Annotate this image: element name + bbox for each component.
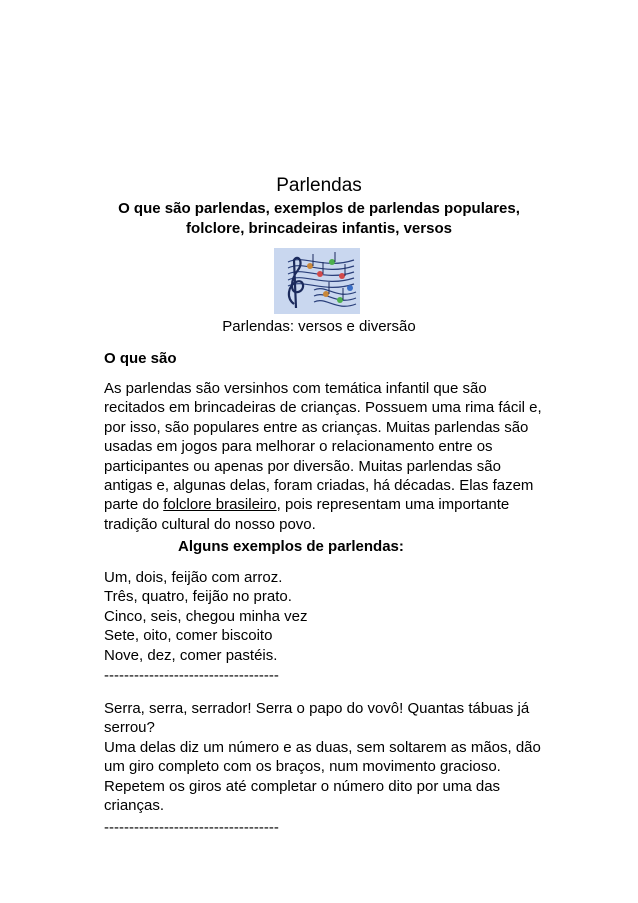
example-line: Um, dois, feijão com arroz. xyxy=(104,569,283,586)
example-2 xyxy=(104,699,544,815)
example-line: Cinco, seis, chegou minha vez xyxy=(104,607,308,625)
page-subtitle: O que são parlendas, exemplos de parlendas populares, folclore, brincadeiras infantis, versos xyxy=(118,200,520,237)
example-1 xyxy=(104,568,544,665)
example-line: Nove, dez, comer pastéis. xyxy=(104,646,278,664)
example-description: Uma delas diz um número e as duas, sem soltarem as mãos, dão um giro completo com os braços, num movimento gracioso. Repetem os giros até completar o número dito por uma das crianças. xyxy=(104,738,541,815)
intro-text-before-link: As parlendas são versinhos com temática infantil que são recitados em brincadeiras de crianças. Possuem uma rima fácil e, por isso, são populares entre as crianças. Muitas parlendas são usadas em jogos para melhorar o relacionamento entre os participantes ou apenas por diversão. Muitas parlendas são antigas e, algunas delas, foram criadas, há décadas. Elas fazem parte do xyxy=(104,380,542,514)
folclore-brasileiro-link[interactable]: folclore brasileiro xyxy=(163,496,277,514)
image-caption: Parlendas: versos e diversão xyxy=(222,318,416,335)
section-heading: O que são xyxy=(104,350,177,367)
music-notes-staff-icon xyxy=(274,248,360,314)
examples-heading: Alguns exemplos de parlendas: xyxy=(178,538,404,555)
example-line: Três, quatro, feijão no prato. xyxy=(104,588,292,606)
separator-line: ----------------------------------- xyxy=(104,667,279,684)
page-title: Parlendas xyxy=(276,175,362,196)
separator-line: ----------------------------------- xyxy=(104,819,279,836)
example-line: Sete, oito, comer biscoito xyxy=(104,627,273,645)
intro-text-after-link: , pois representam uma importante tradição cultural do nosso povo. xyxy=(104,496,510,533)
intro-paragraph xyxy=(104,379,544,534)
example-verse: Serra, serra, serrador! Serra o papo do vovô! Quantas tábuas já serrou? xyxy=(104,700,530,737)
